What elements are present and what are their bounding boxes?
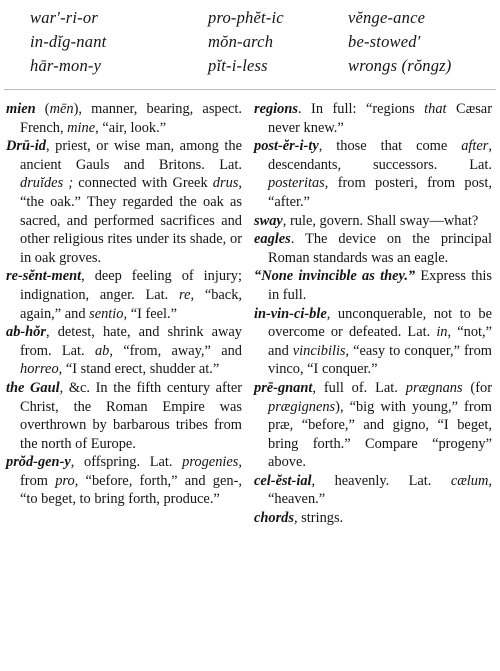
entry-text: connected with Greek <box>73 175 213 192</box>
glossary-entry <box>6 453 242 509</box>
entry-italic: ab <box>94 342 110 359</box>
entry-italic: druĭdes ; <box>20 175 74 192</box>
pronunciation-word: be-stowed′ <box>348 32 421 51</box>
pronunciation-word: war′-ri-or <box>30 8 98 27</box>
entry-headword: sway <box>254 212 283 229</box>
entry-text: , from <box>20 454 242 489</box>
entry-headword: Drū-id <box>6 138 46 155</box>
glossary-entry <box>6 267 242 323</box>
pronunciation-word: vĕnge-ance <box>348 8 426 27</box>
entry-italic: drus <box>212 175 239 192</box>
entry-text: , “air, look.” <box>95 119 167 136</box>
entry-headword: the Gaul <box>6 379 60 396</box>
glossary-entry <box>254 137 492 211</box>
entry-text: , rule, govern. Shall sway—what? <box>282 212 479 229</box>
pronunciation-word: pro-phĕt-ic <box>208 8 284 27</box>
pronunciation-word: wrongs (rŏngz) <box>348 56 452 75</box>
entry-text: , “before, forth,” and gen-, “to beget, to bring forth, produce.” <box>20 472 242 508</box>
entry-text: . In full: “regions <box>297 101 425 117</box>
glossary-entry <box>254 267 492 304</box>
entry-text: , “the oak.” They regarded the oak as sacred, and performed sacrifices and other religious rites under its shade, or in oak groves. <box>20 175 242 266</box>
entry-text: , priest, or wise man, among the ancient Gauls and Britons. Lat. <box>20 138 242 173</box>
entry-text: , deep feeling of injury; indignation, anger. Lat. <box>20 268 242 303</box>
entry-headword: prē-gnant <box>254 379 313 396</box>
entry-text: , “from, away,” and <box>109 342 242 359</box>
entry-text: (for <box>462 379 492 396</box>
entry-italic: prægignens <box>268 398 336 415</box>
entry-italic: mine <box>67 119 96 136</box>
entry-headword: cel-ĕst-ial <box>254 472 312 489</box>
glossary-entry <box>254 305 492 379</box>
entry-italic: pro <box>55 472 75 489</box>
entry-text: , “not,” and <box>268 324 492 359</box>
entry-italic: progenies <box>182 454 239 471</box>
entry-headword: eagles <box>254 231 291 248</box>
glossary-entry <box>6 100 242 137</box>
entry-italic: prægnans <box>405 379 463 396</box>
entry-italic: vincibilis <box>292 342 346 359</box>
pronunciation-row <box>0 56 500 78</box>
entry-text: , detest, hate, and shrink away from. Lat. <box>20 324 242 359</box>
glossary-entry <box>6 137 242 267</box>
entry-text: , offspring. Lat. <box>70 454 183 471</box>
entry-italic: cælum <box>450 472 489 489</box>
entry-headword: re-sĕnt-ment <box>6 268 82 285</box>
entry-text: ), manner, bearing, aspect. French, <box>20 101 242 136</box>
pronunciation-word: hār-mon-y <box>30 56 102 75</box>
entry-text: . The device on the principal Roman standards was an eagle. <box>268 231 492 266</box>
entry-headword: chords <box>254 510 294 527</box>
entry-headword: post-ĕr-i-ty <box>254 138 319 155</box>
entry-italic: horreo <box>20 361 59 378</box>
entry-text: Cæsar never knew.” <box>268 101 492 136</box>
glossary-entry <box>254 379 492 472</box>
pronunciation-word: pĭt-i-less <box>208 56 268 75</box>
entry-text: , heavenly. Lat. <box>311 472 451 489</box>
right-column <box>254 100 492 528</box>
entry-text: , unconquerable, not to be overcome or defeated. Lat. <box>268 305 492 341</box>
entry-headword: mien <box>6 101 36 117</box>
glossary-entry <box>6 379 242 453</box>
entry-italic: in <box>436 324 448 341</box>
entry-text: , &c. In the fifth century after Christ, the Roman Empire was overthrown by barbarous tribes from the north of Europe. <box>20 379 242 452</box>
entry-text: , “I stand erect, shudder at.” <box>58 361 220 378</box>
pronunciation-row <box>0 32 500 54</box>
entry-italic: that <box>424 101 447 117</box>
pronunciation-word: mŏn-arch <box>208 32 274 51</box>
entry-text: Express this in full. <box>268 268 492 303</box>
glossary-entry <box>254 472 492 509</box>
glossary-entry <box>6 323 242 379</box>
entry-text: , “heaven.” <box>268 472 492 508</box>
entry-headword: “None invincible as they.” <box>254 268 416 285</box>
pronunciation-row <box>0 8 500 30</box>
entry-text: , “I feel.” <box>123 305 178 322</box>
entry-text: , descendants, successors. Lat. <box>268 138 492 173</box>
entry-headword: in-vin-ci-ble <box>254 305 327 322</box>
entry-text: , from posteri, from post, “after.” <box>268 175 492 210</box>
entry-headword: regions <box>254 101 298 117</box>
entry-italic: sentio <box>89 305 124 322</box>
entry-italic: re <box>179 286 191 303</box>
glossary-entry <box>254 100 492 137</box>
entry-headword: prŏd-gen-y <box>6 454 71 471</box>
entry-headword: ab-hŏr <box>6 324 46 341</box>
entry-text: , “back, again,” and <box>20 286 242 322</box>
entry-text: ( <box>35 101 50 117</box>
entry-italic: after <box>461 138 489 155</box>
glossary-entry <box>254 509 492 528</box>
entry-text: , “easy to conquer,” from vinco, “I conquer.” <box>268 342 492 378</box>
entry-text: , strings. <box>293 510 344 527</box>
divider <box>4 89 496 90</box>
glossary-entry <box>254 230 492 267</box>
left-column <box>6 100 242 509</box>
glossary-entry <box>254 212 492 231</box>
entry-text: ), “big with young,” from præ, “before,” and gigno, “I beget, bring forth.” Compare “progeny” above. <box>268 398 492 471</box>
entry-text: , full of. Lat. <box>312 379 406 396</box>
entry-italic: posteritas <box>268 175 325 192</box>
entry-italic: mēn <box>49 101 74 117</box>
pronunciation-word: in-dĭg-nant <box>30 32 107 51</box>
entry-text: , those that come <box>318 138 462 155</box>
